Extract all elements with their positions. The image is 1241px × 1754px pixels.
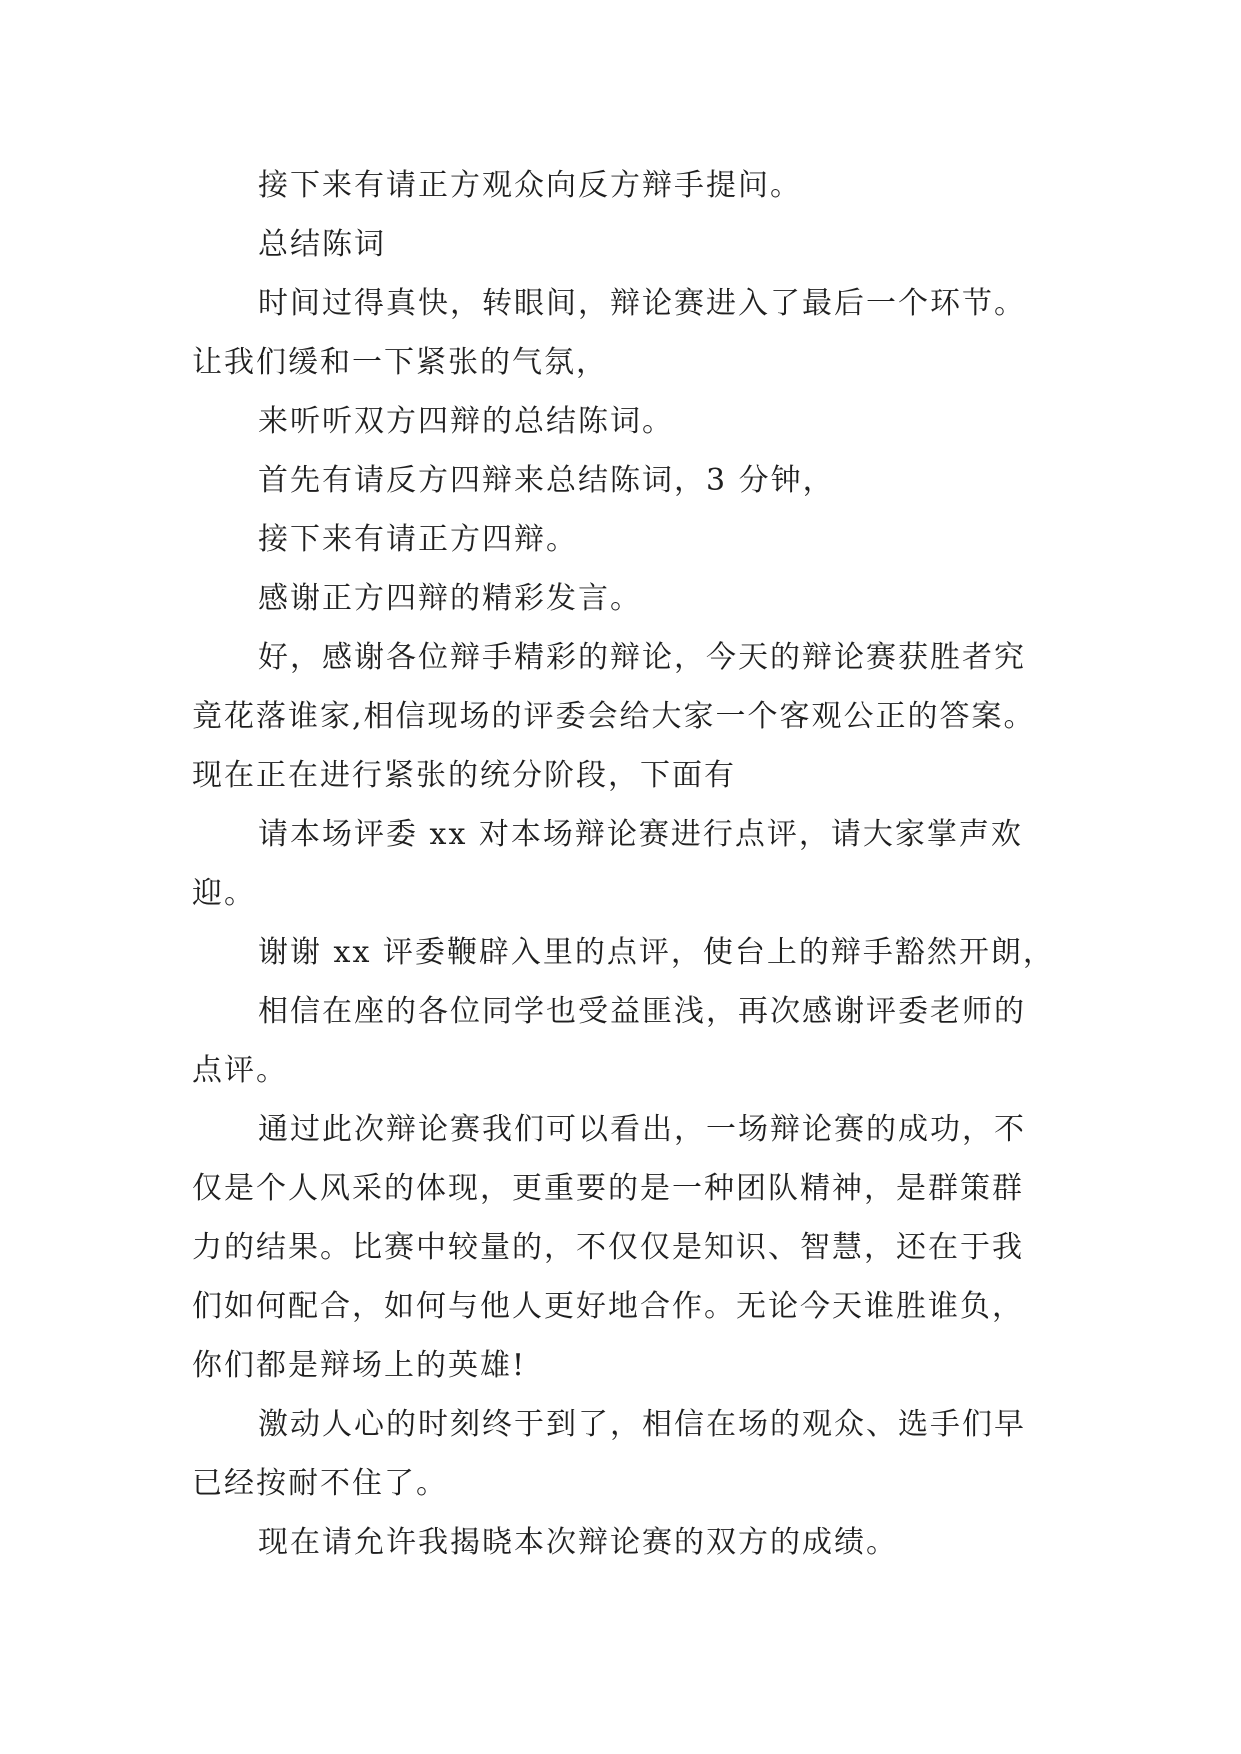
text-line: 通过此次辩论赛我们可以看出，一场辩论赛的成功，不: [258, 1112, 1026, 1147]
text-line: 迎。: [192, 876, 256, 911]
text-line: 们如何配合，如何与他人更好地合作。无论今天谁胜谁负，: [192, 1289, 1024, 1324]
text-line: 你们都是辩场上的英雄!: [192, 1348, 527, 1383]
text-line: 现在请允许我揭晓本次辩论赛的双方的成绩。: [258, 1525, 898, 1560]
text-line: 现在正在进行紧张的统分阶段，下面有: [192, 758, 736, 793]
text-line: 点评。: [192, 1053, 288, 1088]
text-line: 竟花落谁家,相信现场的评委会给大家一个客观公正的答案。: [192, 699, 1036, 734]
text-line: 仅是个人风采的体现，更重要的是一种团队精神，是群策群: [192, 1171, 1024, 1206]
section-heading: 总结陈词: [258, 227, 386, 262]
text-line: 激动人心的时刻终于到了，相信在场的观众、选手们早: [258, 1407, 1026, 1442]
text-line: 感谢正方四辩的精彩发言。: [258, 581, 642, 616]
text-line: 已经按耐不住了。: [192, 1466, 448, 1501]
text-line: 首先有请反方四辩来总结陈词，3 分钟，: [258, 463, 835, 498]
text-line: 力的结果。比赛中较量的，不仅仅是知识、智慧，还在于我: [192, 1230, 1024, 1265]
text-line: 让我们缓和一下紧张的气氛，: [192, 345, 608, 380]
text-line: 请本场评委 xx 对本场辩论赛进行点评，请大家掌声欢: [258, 817, 1023, 852]
text-line: 相信在座的各位同学也受益匪浅，再次感谢评委老师的: [258, 994, 1026, 1029]
text-line: 时间过得真快，转眼间，辩论赛进入了最后一个环节。: [258, 286, 1026, 321]
text-line: 好，感谢各位辩手精彩的辩论，今天的辩论赛获胜者究: [258, 640, 1026, 675]
text-line: 接下来有请正方观众向反方辩手提问。: [258, 168, 802, 203]
text-line: 接下来有请正方四辩。: [258, 522, 578, 557]
text-line: 来听听双方四辩的总结陈词。: [258, 404, 674, 439]
text-line: 谢谢 xx 评委鞭辟入里的点评，使台上的辩手豁然开朗，: [258, 935, 1055, 970]
